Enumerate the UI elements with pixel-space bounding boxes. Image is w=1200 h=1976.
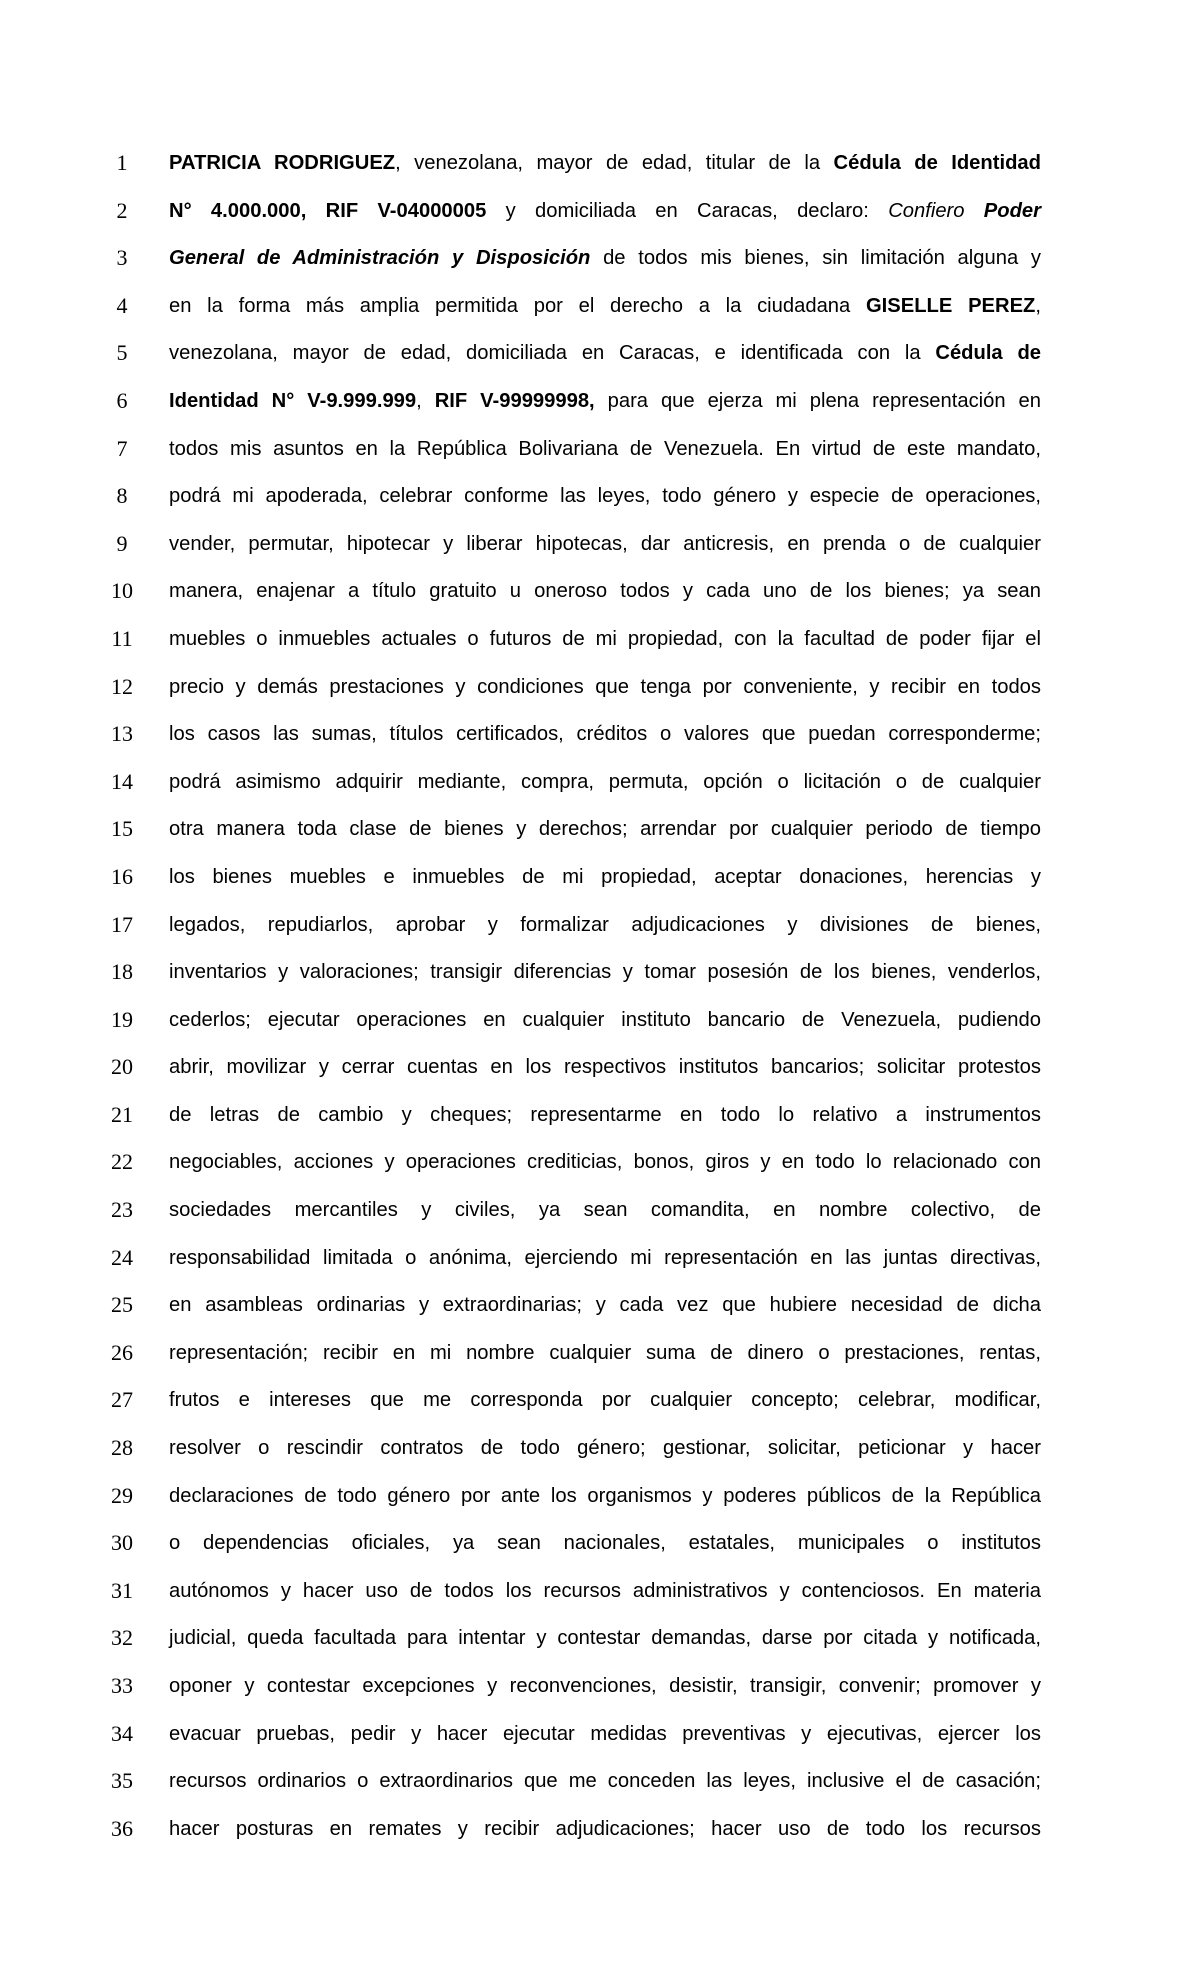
text-line xyxy=(100,816,1040,864)
line-text xyxy=(169,912,1041,938)
text-segment: evacuar pruebas, pedir y hacer ejecutar medidas preventivas y ejecutivas, ejercer los xyxy=(169,1722,1041,1745)
line-number: 1 xyxy=(116,150,128,175)
text-segment: para que ejerza mi plena representación en xyxy=(594,389,1042,412)
line-number: 6 xyxy=(116,387,128,413)
line-text xyxy=(169,816,1041,842)
line-number: 5 xyxy=(116,340,128,366)
line-number: 2 xyxy=(116,197,128,223)
text-line xyxy=(100,1387,1040,1435)
line-number: 10 xyxy=(111,578,133,604)
line-number: 26 xyxy=(111,1339,133,1365)
text-segment: precio y demás prestaciones y condiciones que tenga por conveniente, y recibir en todos xyxy=(169,675,1041,698)
line-number: 29 xyxy=(111,1482,133,1508)
line-text xyxy=(169,1340,1041,1366)
line-text xyxy=(169,340,1041,366)
text-line xyxy=(100,769,1040,817)
text-line xyxy=(100,245,1040,293)
line-number: 33 xyxy=(111,1673,133,1698)
text-line xyxy=(100,578,1040,626)
text-segment: PATRICIA RODRIGUEZ xyxy=(169,152,396,174)
text-segment: Cédula de xyxy=(935,342,1042,365)
text-line xyxy=(100,1340,1040,1388)
line-number: 36 xyxy=(111,1815,133,1841)
text-line xyxy=(100,1007,1040,1055)
text-segment: General de Administración y Disposición xyxy=(169,247,591,270)
text-segment: responsabilidad limitada o anónima, ejerciendo mi representación en las juntas directivas, xyxy=(169,1246,1041,1269)
line-number: 7 xyxy=(116,435,128,461)
line-number: 21 xyxy=(111,1101,133,1127)
text-line xyxy=(100,340,1040,388)
line-text xyxy=(169,1625,1041,1651)
text-line xyxy=(100,198,1040,246)
text-segment: legados, repudiarlos, aprobar y formalizar adjudicaciones y divisiones de bienes, xyxy=(169,913,1041,936)
text-segment: y domiciliada en Caracas, declaro: xyxy=(486,199,889,222)
line-text xyxy=(169,1007,1041,1033)
text-segment: , venezolana, mayor de edad, titular de la xyxy=(395,152,834,174)
line-text xyxy=(169,959,1041,985)
line-number: 25 xyxy=(111,1292,133,1318)
text-segment: recursos ordinarios o extraordinarios que me conceden las leyes, inclusive el de casación; xyxy=(169,1770,1041,1793)
line-text xyxy=(169,1387,1041,1413)
line-number: 34 xyxy=(111,1720,133,1746)
line-number: 18 xyxy=(111,959,133,985)
line-text xyxy=(169,769,1041,795)
text-line xyxy=(100,721,1040,769)
line-text xyxy=(169,150,1041,176)
line-text xyxy=(169,1245,1041,1271)
text-segment: en la forma más amplia permitida por el derecho a la ciudadana xyxy=(169,294,866,317)
text-segment: Poder xyxy=(983,199,1041,222)
text-line xyxy=(100,959,1040,1007)
text-line xyxy=(100,1054,1040,1102)
text-line xyxy=(100,1292,1040,1340)
text-line xyxy=(100,1673,1040,1721)
line-number: 14 xyxy=(111,768,133,794)
text-line xyxy=(100,1435,1040,1483)
numbered-text-lines xyxy=(100,150,1040,1863)
line-number: 32 xyxy=(111,1625,133,1651)
line-text xyxy=(169,1768,1041,1794)
text-segment: frutos e intereses que me corresponda por cualquier concepto; celebrar, modificar, xyxy=(169,1389,1041,1412)
text-segment: autónomos y hacer uso de todos los recursos administrativos y contenciosos. En materia xyxy=(169,1579,1041,1602)
text-segment: RIF V-99999998, xyxy=(434,389,595,412)
text-line xyxy=(100,1625,1040,1673)
text-segment: inventarios y valoraciones; transigir diferencias y tomar posesión de los bienes, venderlos, xyxy=(169,961,1041,984)
text-segment: abrir, movilizar y cerrar cuentas en los respectivos institutos bancarios; solicitar protestos xyxy=(169,1056,1041,1079)
text-line xyxy=(100,626,1040,674)
line-text xyxy=(169,1673,1041,1699)
line-number: 12 xyxy=(111,673,133,699)
text-segment: de todos mis bienes, sin limitación alguna y xyxy=(590,247,1041,270)
text-segment: , xyxy=(1035,294,1041,317)
text-segment: declaraciones de todo género por ante los organismos y poderes públicos de la República xyxy=(169,1484,1041,1507)
line-number: 23 xyxy=(111,1197,133,1223)
line-number: 3 xyxy=(116,245,128,271)
text-line xyxy=(100,150,1040,198)
line-number: 16 xyxy=(111,863,133,889)
text-segment: judicial, queda facultada para intentar y contestar demandas, darse por citada y notificada, xyxy=(169,1627,1041,1650)
text-segment: cederlos; ejecutar operaciones en cualquier instituto bancario de Venezuela, pudiendo xyxy=(169,1008,1041,1031)
line-text xyxy=(169,1816,1041,1842)
line-text xyxy=(169,436,1041,462)
line-text xyxy=(169,674,1041,700)
text-segment: podrá asimismo adquirir mediante, compra, permuta, opción o licitación o de cualquier xyxy=(169,770,1041,793)
text-line xyxy=(100,293,1040,341)
text-segment: los casos las sumas, títulos certificados, créditos o valores que puedan corresponderme; xyxy=(169,723,1041,746)
line-text xyxy=(169,864,1041,890)
line-number: 4 xyxy=(116,292,128,318)
text-line xyxy=(100,1102,1040,1150)
text-segment: sociedades mercantiles y civiles, ya sean comandita, en nombre colectivo, de xyxy=(169,1199,1041,1222)
line-text xyxy=(169,626,1041,652)
text-line xyxy=(100,531,1040,579)
text-segment: Cédula de Identidad xyxy=(833,152,1041,174)
line-text xyxy=(169,578,1041,604)
text-segment: muebles o inmuebles actuales o futuros de mi propiedad, con la facultad de poder fijar el xyxy=(169,627,1041,650)
text-line xyxy=(100,436,1040,484)
text-line xyxy=(100,1530,1040,1578)
text-line xyxy=(100,388,1040,436)
line-text xyxy=(169,388,1041,414)
line-text xyxy=(169,1530,1041,1556)
line-number: 13 xyxy=(111,721,133,747)
text-line xyxy=(100,912,1040,960)
text-segment: los bienes muebles e inmuebles de mi propiedad, aceptar donaciones, herencias y xyxy=(169,865,1041,888)
text-segment: otra manera toda clase de bienes y derechos; arrendar por cualquier periodo de tiempo xyxy=(169,818,1041,841)
line-text xyxy=(169,1149,1041,1175)
text-segment: GISELLE PEREZ xyxy=(865,294,1036,317)
text-line xyxy=(100,1768,1040,1816)
text-line xyxy=(100,864,1040,912)
text-line xyxy=(100,1245,1040,1293)
text-segment: de letras de cambio y cheques; representarme en todo lo relativo a instrumentos xyxy=(169,1103,1041,1126)
line-text xyxy=(169,531,1041,557)
line-number: 19 xyxy=(111,1006,133,1032)
text-segment: o dependencias oficiales, ya sean nacionales, estatales, municipales o institutos xyxy=(169,1532,1041,1555)
text-segment: podrá mi apoderada, celebrar conforme las leyes, todo género y especie de operaciones, xyxy=(169,485,1041,508)
text-line xyxy=(100,1483,1040,1531)
line-number: 11 xyxy=(111,625,133,651)
line-number: 17 xyxy=(111,911,133,937)
line-text xyxy=(169,1721,1041,1747)
line-number: 27 xyxy=(111,1387,133,1413)
text-segment: , xyxy=(416,389,435,412)
line-text xyxy=(169,1197,1041,1223)
text-line xyxy=(100,674,1040,722)
line-number: 24 xyxy=(111,1244,133,1270)
text-segment: venezolana, mayor de edad, domiciliada en Caracas, e identificada con la xyxy=(169,342,936,365)
line-text xyxy=(169,245,1041,271)
text-line xyxy=(100,1578,1040,1626)
text-segment: Confiero xyxy=(888,199,984,222)
text-segment: Identidad N° V-9.999.999 xyxy=(169,389,417,412)
text-segment: N° 4.000.000, RIF V-04000005 xyxy=(169,199,487,222)
line-number: 9 xyxy=(116,530,128,556)
text-line xyxy=(100,1816,1040,1864)
text-segment: hacer posturas en remates y recibir adjudicaciones; hacer uso de todo los recursos xyxy=(169,1817,1041,1840)
line-number: 20 xyxy=(111,1054,133,1080)
line-text xyxy=(169,198,1041,224)
line-text xyxy=(169,1054,1041,1080)
text-line xyxy=(100,1721,1040,1769)
text-segment: en asambleas ordinarias y extraordinarias; y cada vez que hubiere necesidad de dicha xyxy=(169,1294,1041,1317)
text-segment: todos mis asuntos en la República Bolivariana de Venezuela. En virtud de este mandato, xyxy=(169,437,1041,460)
line-text xyxy=(169,483,1041,509)
line-text xyxy=(169,721,1041,747)
text-segment: resolver o rescindir contratos de todo género; gestionar, solicitar, peticionar y hacer xyxy=(169,1437,1041,1460)
line-text xyxy=(169,1435,1041,1461)
text-line xyxy=(100,483,1040,531)
line-number: 22 xyxy=(111,1149,133,1175)
text-segment: manera, enajenar a título gratuito u oneroso todos y cada uno de los bienes; ya sean xyxy=(169,580,1041,603)
text-segment: oponer y contestar excepciones y reconvenciones, desistir, transigir, convenir; promover y xyxy=(169,1675,1041,1697)
text-segment: representación; recibir en mi nombre cualquier suma de dinero o prestaciones, rentas, xyxy=(169,1341,1041,1364)
line-text xyxy=(169,1102,1041,1128)
line-number: 35 xyxy=(111,1768,133,1794)
line-number: 30 xyxy=(111,1530,133,1556)
line-text xyxy=(169,293,1041,319)
line-number: 31 xyxy=(111,1577,133,1603)
text-segment: negociables, acciones y operaciones crediticias, bonos, giros y en todo lo relacionado con xyxy=(169,1151,1041,1174)
line-number: 15 xyxy=(111,816,133,842)
line-number: 28 xyxy=(111,1435,133,1461)
line-number: 8 xyxy=(116,483,128,509)
line-text xyxy=(169,1483,1041,1509)
text-segment: vender, permutar, hipotecar y liberar hipotecas, dar anticresis, en prenda o de cualquier xyxy=(169,532,1041,555)
text-line xyxy=(100,1197,1040,1245)
text-line xyxy=(100,1149,1040,1197)
line-text xyxy=(169,1292,1041,1318)
line-text xyxy=(169,1578,1041,1604)
